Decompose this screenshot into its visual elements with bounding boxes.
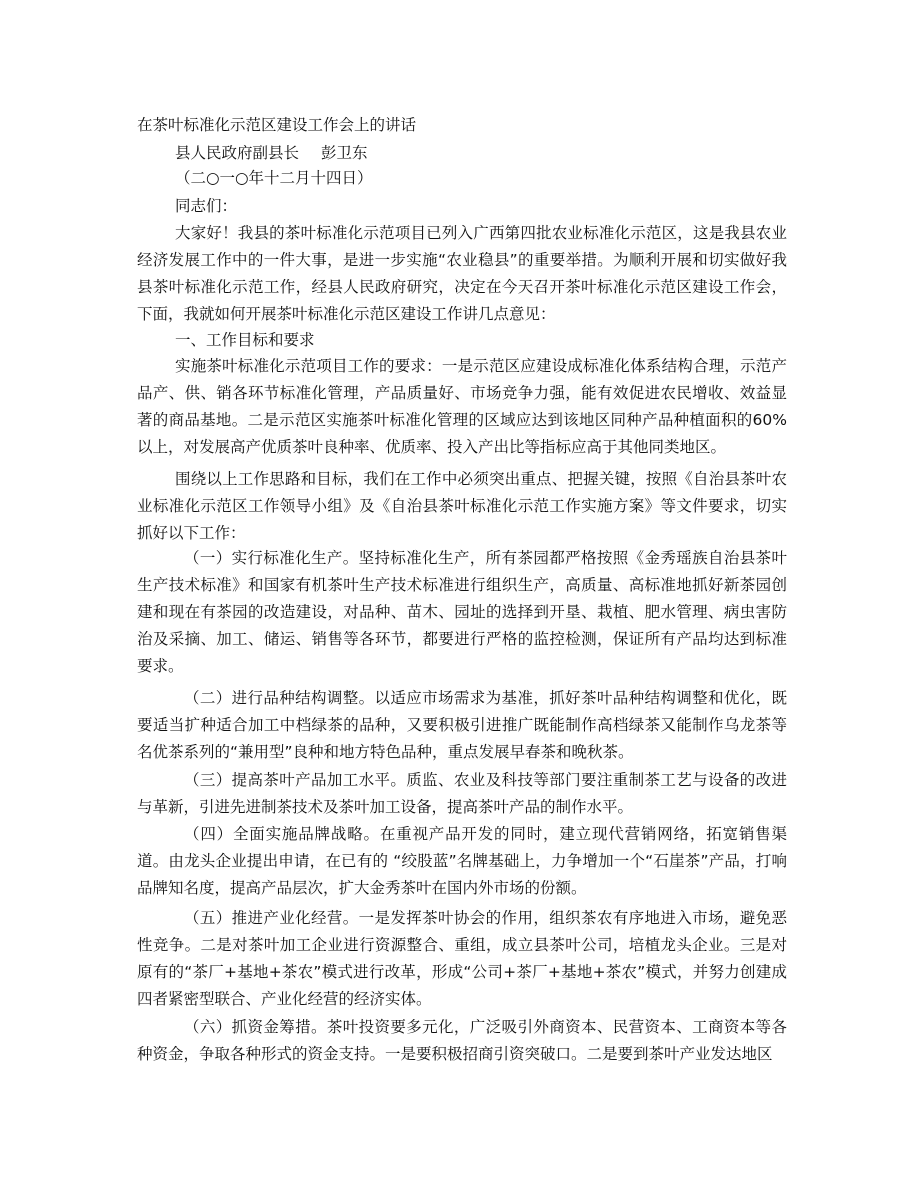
speech-date: （二○一○年十二月十四日）: [175, 169, 373, 187]
item-brand-strategy: （四）全面实施品牌战略。在重视产品开发的同时，建立现代营销网络，拓宽销售渠道。由龙头企业提出申请，在已有的 “绞股蓝”名牌基础上，力争增加一个“石崖茶”产品，打响品牌知名度，提高产品层次，扩大金秀茶叶在国内外市场的份额。: [137, 825, 787, 897]
requirements-paragraph: 实施茶叶标准化示范项目工作的要求：一是示范区应建设成标准化体系结构合理，示范产品产、供、销各环节标准化管理，产品质量好、市场竞争力强，能有效促进农民增收、效益显著的商品基地。二是示范区实施茶叶标准化管理的区域应达到该地区同种产品种植面积的60%以上，对发展高产优质茶叶良种率、优质率、投入产出比等指标应高于其他同类地区。: [137, 357, 787, 456]
document-title: 在茶叶标准化示范区建设工作会上的讲话: [137, 116, 417, 134]
author-name: 彭卫东: [321, 144, 368, 162]
approach-paragraph: 围绕以上工作思路和目标，我们在工作中必须突出重点、把握关键，按照《自治县茶叶农业标准化示范区工作领导小组》及《自治县茶叶标准化示范工作实施方案》等文件要求，切实抓好以下工作：: [137, 470, 787, 542]
item-processing-level: （三）提高茶叶产品加工水平。质监、农业及科技等部门要注重制茶工艺与设备的改进与革新，引进先进制茶技术及茶叶加工设备，提高茶叶产品的制作水平。: [137, 771, 787, 816]
item-variety-adjustment: （二）进行品种结构调整。以适应市场需求为基准，抓好茶叶品种结构调整和优化，既要适当扩种适合加工中档绿茶的品种，又要积极引进推广既能制作高档绿茶又能制作乌龙茶等名优茶系列的“兼用型”良种和地方特色品种，重点发展早春茶和晚秋茶。: [137, 689, 787, 761]
item-industrialization: （五）推进产业化经营。一是发挥茶叶协会的作用，组织茶农有序地进入市场，避免恶性竞争。二是对茶叶加工企业进行资源整合、重组，成立县茶叶公司，培植龙头企业。三是对原有的“茶厂+基地+茶农”模式进行改革，形成“公司+茶厂+基地+茶农”模式，并努力创建成四者紧密型联合、产业化经营的经济实体。: [137, 909, 787, 1008]
item-fund-raising: （六）抓资金筹措。茶叶投资要多元化，广泛吸引外商资本、民营资本、工商资本等各种资金，争取各种形式的资金支持。一是要积极招商引资突破口。二是要到茶叶产业发达地区: [137, 1018, 787, 1063]
greeting: 同志们：: [175, 197, 238, 215]
section-heading-goals: 一、工作目标和要求: [175, 331, 315, 349]
intro-paragraph: 大家好！我县的茶叶标准化示范项目已列入广西第四批农业标准化示范区，这是我县农业经济发展工作中的一件大事，是进一步实施“农业稳县”的重要举措。为顺利开展和切实做好我县茶叶标准化示范工作，经县人民政府研究，决定在今天召开茶叶标准化示范区建设工作会，下面，我就如何开展茶叶标准化示范区建设工作讲几点意见：: [137, 224, 787, 323]
item-standard-production: （一）实行标准化生产。坚持标准化生产，所有茶园都严格按照《金秀瑶族自治县茶叶生产技术标准》和国家有机茶叶生产技术标准进行组织生产，高质量、高标准地抓好新茶园创建和现在有茶园的改造建设，对品种、苗木、园址的选择到开垦、栽植、肥水管理、病虫害防治及采摘、加工、储运、销售等各环节，都要进行严格的监控检测，保证所有产品均达到标准要求。: [137, 549, 787, 675]
author-role: 县人民政府副县长: [175, 144, 300, 162]
author-line: [175, 143, 368, 163]
